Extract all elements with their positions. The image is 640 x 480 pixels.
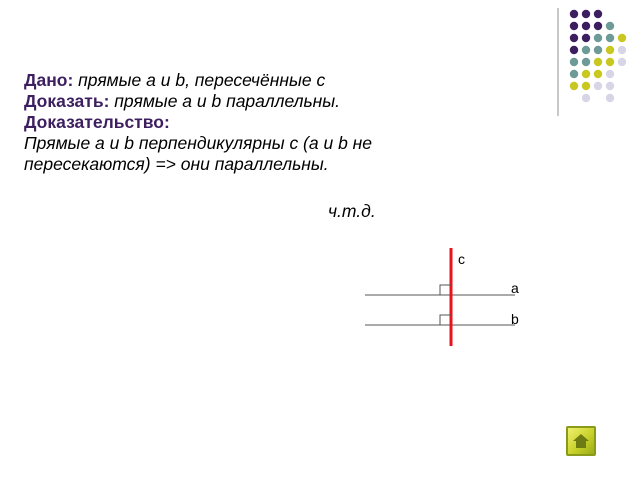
given-text: прямые a и b, пересечённые c: [73, 70, 326, 90]
home-icon: [572, 433, 590, 449]
label-b: b: [511, 311, 519, 327]
proof-label: Доказательство:: [24, 112, 170, 132]
right-angle-mark-b: [440, 315, 451, 325]
proof-line-1: Прямые a и b перпендикулярны c (a и b не: [24, 133, 373, 153]
home-button[interactable]: [566, 426, 596, 456]
prove-text: прямые a и b параллельны.: [109, 91, 341, 111]
label-a: a: [511, 280, 519, 296]
prove-label: Доказать:: [24, 91, 110, 111]
right-angle-mark-a: [440, 285, 451, 295]
qed-mark: ч.т.д.: [328, 201, 376, 221]
proof-line-2: пересекаются) => они параллельны.: [24, 154, 329, 174]
label-c: c: [458, 251, 465, 267]
given-label: Дано:: [24, 70, 74, 90]
